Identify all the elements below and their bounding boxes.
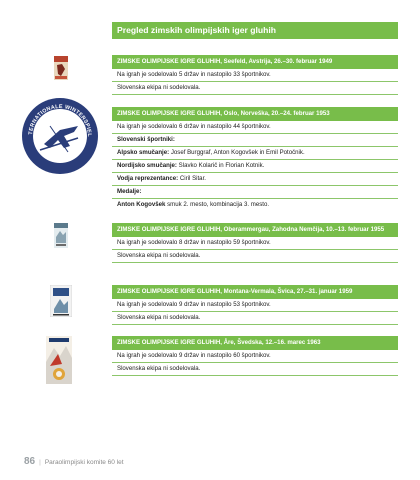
poster-seefeld-1949 bbox=[54, 56, 68, 80]
event-1949 bbox=[112, 55, 398, 95]
event-line: Na igrah je sodelovalo 9 držav in nastopilo 60 športnikov. bbox=[112, 350, 398, 363]
event-line: Na igrah je sodelovalo 6 držav in nastopilo 44 športnikov. bbox=[112, 121, 398, 134]
poster-are-1963 bbox=[46, 336, 72, 384]
event-line: Anton Kogovšek smuk 2. mesto, kombinacija 3. mesto. bbox=[117, 201, 270, 208]
event-line: Nordijsko smučanje: Slavko Kolarič in Florian Kotnik. bbox=[112, 160, 398, 173]
event-line: Alpsko smučanje: Josef Burggraf, Anton Kogovšek in Emil Potočnik. bbox=[112, 147, 398, 160]
poster-montana-1959 bbox=[50, 285, 72, 317]
event-heading: ZIMSKE OLIMPIJSKE IGRE GLUHIH, Oberammergau, Zahodna Nemčija, 10.–13. februar 1955 bbox=[112, 223, 398, 237]
event-1953 bbox=[112, 107, 398, 211]
emblem-bottom-text: OSLO 1953 bbox=[43, 151, 77, 163]
event-line: Na igrah je sodelovalo 5 držav in nastopilo 33 športnikov. bbox=[112, 69, 398, 82]
event-heading: ZIMSKE OLIMPIJSKE IGRE GLUHIH, Oslo, Norveška, 20.–24. februar 1953 bbox=[112, 107, 398, 121]
event-1959 bbox=[112, 285, 398, 325]
event-line: Slovenska ekipa ni sodelovala. bbox=[112, 250, 398, 263]
event-line: Medalje: bbox=[112, 186, 398, 199]
event-1963 bbox=[112, 336, 398, 376]
event-line: Na igrah je sodelovalo 9 držav in nastopilo 53 športnikov. bbox=[112, 299, 398, 312]
footer-text: Paraolimpijski komite 60 let bbox=[44, 459, 124, 466]
event-line: Slovenska ekipa ni sodelovala. bbox=[112, 312, 398, 325]
page-number: 86 bbox=[24, 456, 36, 467]
event-heading: ZIMSKE OLIMPIJSKE IGRE GLUHIH, Seefeld, Avstrija, 26.–30. februar 1949 bbox=[112, 55, 398, 69]
emblem-top-text: TERNATIONALE WINTERSPIEL bbox=[27, 103, 93, 138]
event-line: Slovenska ekipa ni sodelovala. bbox=[112, 82, 398, 95]
page-footer bbox=[24, 456, 124, 467]
event-line: Na igrah je sodelovalo 8 držav in nastopilo 59 športnikov. bbox=[112, 237, 398, 250]
event-heading: ZIMSKE OLIMPIJSKE IGRE GLUHIH, Åre, Švedska, 12.–16. marec 1963 bbox=[112, 336, 398, 350]
event-line: Slovenski športniki: bbox=[112, 134, 398, 147]
event-line: Vodja reprezentance: Ciril Sitar. bbox=[112, 173, 398, 186]
event-heading: ZIMSKE OLIMPIJSKE IGRE GLUHIH, Montana-Vermala, Švica, 27.–31. januar 1959 bbox=[112, 285, 398, 299]
oslo-1953-emblem bbox=[20, 96, 100, 176]
poster-oberammergau-1955 bbox=[54, 223, 68, 248]
event-line: Slovenska ekipa ni sodelovala. bbox=[112, 363, 398, 376]
page-title: Pregled zimskih olimpijskih iger gluhih bbox=[112, 22, 398, 39]
footer-separator: | bbox=[39, 459, 41, 466]
event-1955 bbox=[112, 223, 398, 263]
